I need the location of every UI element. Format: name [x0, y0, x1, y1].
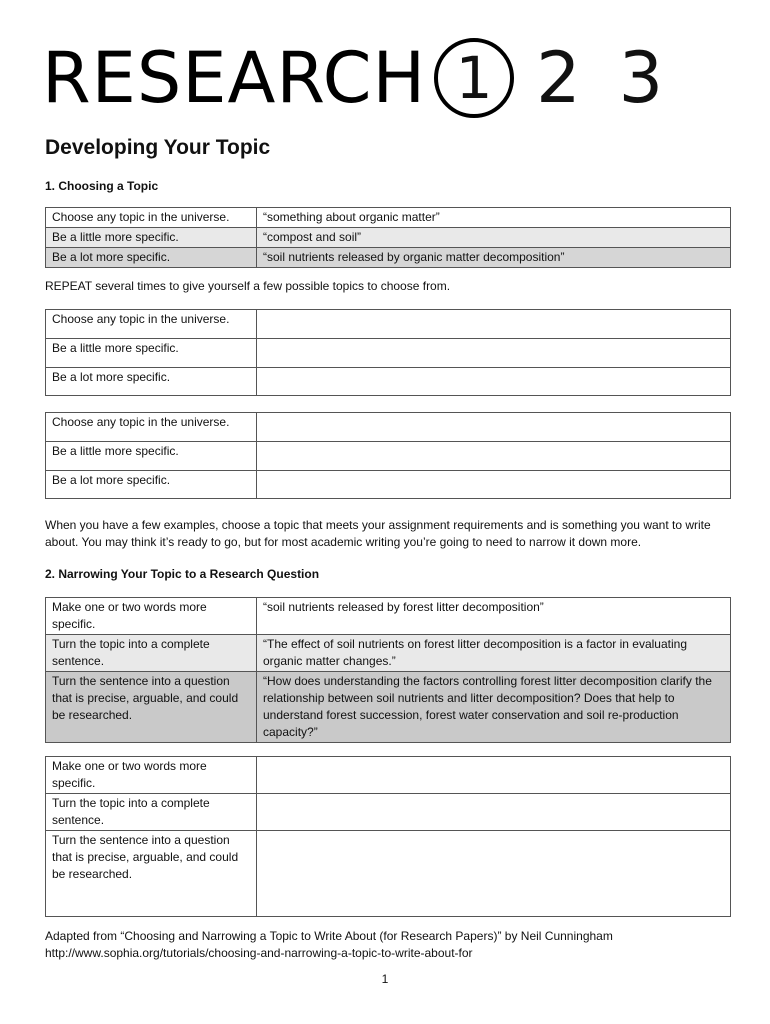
- answer-field[interactable]: [257, 442, 731, 471]
- table-row: [46, 368, 731, 396]
- answer-field[interactable]: [257, 339, 731, 368]
- answer-cell: “something about organic matter”: [257, 208, 731, 228]
- page-number: 1: [381, 972, 389, 986]
- source-url[interactable]: http://www.sophia.org/tutorials/choosing-and-narrowing-a-topic-to-write-about-for: [45, 946, 473, 960]
- answer-field[interactable]: [257, 794, 731, 831]
- page-subtitle: Developing Your Topic: [45, 136, 271, 159]
- prompt-cell: Turn the topic into a complete sentence.: [46, 635, 257, 672]
- prompt-cell: Turn the sentence into a question that is precise, arguable, and could be researched.: [46, 672, 257, 743]
- answer-field[interactable]: [257, 757, 731, 794]
- section-2-heading: 2. Narrowing Your Topic to a Research Question: [45, 567, 320, 581]
- step-3: 3: [618, 37, 664, 119]
- table-row: [46, 794, 731, 831]
- header-title: [42, 36, 693, 120]
- table-row: [46, 672, 731, 743]
- attribution-text: Adapted from “Choosing and Narrowing a Topic to Write About (for Research Papers)” by Neil Cunningham: [45, 929, 613, 943]
- blank-topic-table-2: [45, 412, 731, 499]
- prompt-cell: Choose any topic in the universe.: [46, 208, 257, 228]
- repeat-instruction: REPEAT several times to give yourself a few possible topics to choose from.: [45, 279, 451, 293]
- prompt-cell: Be a little more specific.: [46, 339, 257, 368]
- attribution-footer: [45, 928, 613, 962]
- answer-field[interactable]: [257, 831, 731, 917]
- prompt-cell: Turn the sentence into a question that is precise, arguable, and could be researched.: [46, 831, 257, 917]
- answer-cell: “The effect of soil nutrients on forest litter decomposition is a factor in evaluating organic matter changes.”: [257, 635, 731, 672]
- prompt-cell: Be a lot more specific.: [46, 471, 257, 499]
- answer-cell: “How does understanding the factors controlling forest litter decomposition clarify the relationship between soil nutrients and litter decomposition? Does that help to understand forest succession, forest water conservation and soil re-production capacity?”: [257, 672, 731, 743]
- table-row: [46, 228, 731, 248]
- prompt-cell: Make one or two words more specific.: [46, 598, 257, 635]
- blank-question-table: [45, 756, 731, 917]
- prompt-cell: Be a lot more specific.: [46, 368, 257, 396]
- prompt-cell: Be a little more specific.: [46, 442, 257, 471]
- answer-field[interactable]: [257, 368, 731, 396]
- answer-field[interactable]: [257, 413, 731, 442]
- closing-instruction: When you have a few examples, choose a topic that meets your assignment requirements and is something you want to write about. You may think it’s ready to go, but for most academic writing you’re going to need to narrow it down more.: [45, 518, 711, 549]
- prompt-cell: Be a lot more specific.: [46, 248, 257, 268]
- answer-cell: “compost and soil”: [257, 228, 731, 248]
- step-1-circled: 1: [434, 38, 514, 118]
- answer-field[interactable]: [257, 310, 731, 339]
- answer-field[interactable]: [257, 471, 731, 499]
- prompt-cell: Choose any topic in the universe.: [46, 310, 257, 339]
- table-row: [46, 598, 731, 635]
- prompt-cell: Be a little more specific.: [46, 228, 257, 248]
- table-row: [46, 248, 731, 268]
- header-word: RESEARCH: [42, 37, 427, 119]
- prompt-cell: Make one or two words more specific.: [46, 757, 257, 794]
- example-topic-table: [45, 207, 731, 268]
- table-row: [46, 310, 731, 339]
- table-row: [46, 413, 731, 442]
- table-row: [46, 831, 731, 917]
- table-row: [46, 471, 731, 499]
- example-question-table: [45, 597, 731, 743]
- step-2: 2: [536, 37, 581, 119]
- section-1-heading: 1. Choosing a Topic: [45, 179, 159, 193]
- prompt-cell: Choose any topic in the universe.: [46, 413, 257, 442]
- blank-topic-table-1: [45, 309, 731, 396]
- table-row: [46, 442, 731, 471]
- prompt-cell: Turn the topic into a complete sentence.: [46, 794, 257, 831]
- answer-cell: “soil nutrients released by organic matter decomposition”: [257, 248, 731, 268]
- answer-cell: “soil nutrients released by forest litter decomposition”: [257, 598, 731, 635]
- table-row: [46, 757, 731, 794]
- table-row: [46, 339, 731, 368]
- table-row: [46, 635, 731, 672]
- table-row: [46, 208, 731, 228]
